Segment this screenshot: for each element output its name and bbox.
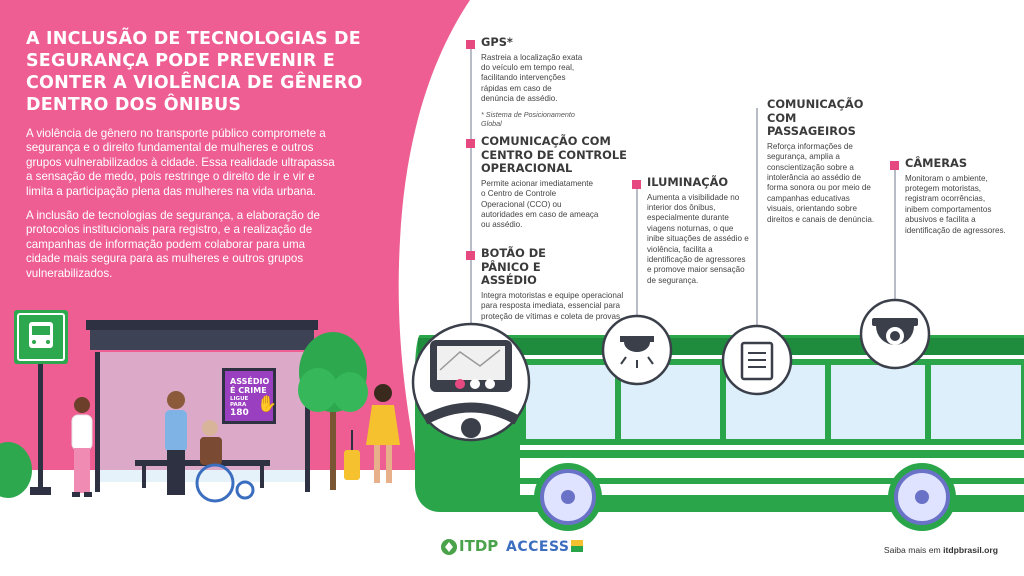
dashboard-gps-icon [413, 324, 529, 440]
page-title: A INCLUSÃO DE TECNOLOGIAS DE SEGURANÇA PODE PREVENIR E CONTER A VIOLÊNCIA DE GÊNERO DENTRO DOS ÔNIBUS [26, 29, 363, 115]
bullet-square-icon [466, 40, 475, 49]
feature-lighting [632, 176, 752, 286]
itdp-logo-text: ITDP [459, 537, 499, 555]
footer-note [884, 545, 998, 555]
bus-rear-wheel [888, 463, 956, 531]
lightbulb-icon [603, 316, 671, 384]
bullet-square-icon [632, 180, 641, 189]
bullet-square-icon [466, 251, 475, 260]
access-logo: ACCESS [506, 539, 570, 555]
poster-number: 180 [230, 408, 249, 418]
feature-gps-note: * Sistema de Posicionamento Global [481, 109, 575, 128]
poster-line-4: PARA [230, 402, 247, 408]
feature-cco-title: COMUNICAÇÃO COM CENTRO DE CONTROLE OPERACIONAL [481, 134, 627, 176]
poster-line-2: É CRIME [230, 386, 267, 395]
feature-lighting-title: ILUMINAÇÃO [647, 175, 729, 189]
itdp-logo [441, 537, 498, 555]
feature-cco-body: Permite acionar imediatamente o Centro de Controle Operacional (CCO) ou autoridades em caso de ameaça ou assédio. [481, 178, 599, 230]
poster-line-3: LIGUE [230, 396, 249, 402]
security-camera-icon [861, 300, 929, 368]
feature-cameras [890, 157, 1015, 236]
feature-cco [466, 135, 631, 231]
bus-shelter [86, 320, 318, 492]
feature-passengers-title: COMUNICAÇÃO COM PASSAGEIROS [767, 97, 864, 139]
feature-cameras-body: Monitoram o ambiente, protegem motoristas, registram ocorrências, inibem comportamentos abusivos e facilita a identificação de agressores. [905, 173, 1006, 235]
bullet-square-icon [890, 161, 899, 170]
intro-paragraph-2: A inclusão de tecnologias de segurança, a elaboração de protocolos institucionais para registro, e a realização de campanhas de informação podem colaborar para uma cidade mais segura para as mulheres e outros grupos vulnerabilizados. [26, 209, 320, 280]
footer-prefix: Saiba mais em [883, 545, 944, 555]
access-logo-mark [571, 540, 583, 552]
poster-line-1: ASSÉDIO [230, 377, 270, 386]
feature-gps [466, 36, 586, 128]
feature-gps-title: GPS* [481, 35, 513, 49]
notice-board-icon [723, 326, 791, 394]
feature-lighting-body: Aumenta a visibilidade no interior dos ônibus, especialmente durante viagens noturnas, o que inibe situações de assédio e violência, facilita a identificação de agressores e promove maior sensação de segurança. [647, 192, 749, 285]
feature-passengers-body: Reforça informações de segurança, amplia a conscientização sobre a intolerância ao assédio de forma sonora ou por meio de campanhas educativas visuais, orientando sobre direitos e canais de denúncia. [767, 141, 875, 224]
feature-panic-body: Integra motoristas e equipe operacional para resposta imediata, essencial para proteção de vítimas e coleta de provas. [481, 290, 624, 321]
harassment-poster [227, 374, 277, 420]
footer-link[interactable]: itdpbrasil.org [943, 545, 998, 555]
feature-passengers [752, 98, 887, 225]
feature-panic-title: BOTÃO DE PÂNICO E ASSÉDIO [481, 246, 546, 288]
intro-text [26, 127, 336, 291]
feature-gps-body: Rastreia a localização exata do veículo em tempo real, facilitando intervenções rápidas em caso de denúncia de assédio. [481, 52, 583, 104]
bus-front-wheel [534, 463, 602, 531]
feature-cameras-title: CÂMERAS [905, 156, 968, 170]
feature-panic [466, 247, 631, 322]
hand-icon: ✋ [257, 394, 277, 413]
bullet-square-icon [466, 139, 475, 148]
intro-paragraph-1: A violência de gênero no transporte público compromete a segurança e o direito fundamental de mulheres e outros grupos vulnerabilizados à cidade. Essa realidade ultrapassa a sensação de medo, pois restringe o direito de ir e vir e limita a participação plena das mulheres na vida urbana. [26, 127, 335, 198]
